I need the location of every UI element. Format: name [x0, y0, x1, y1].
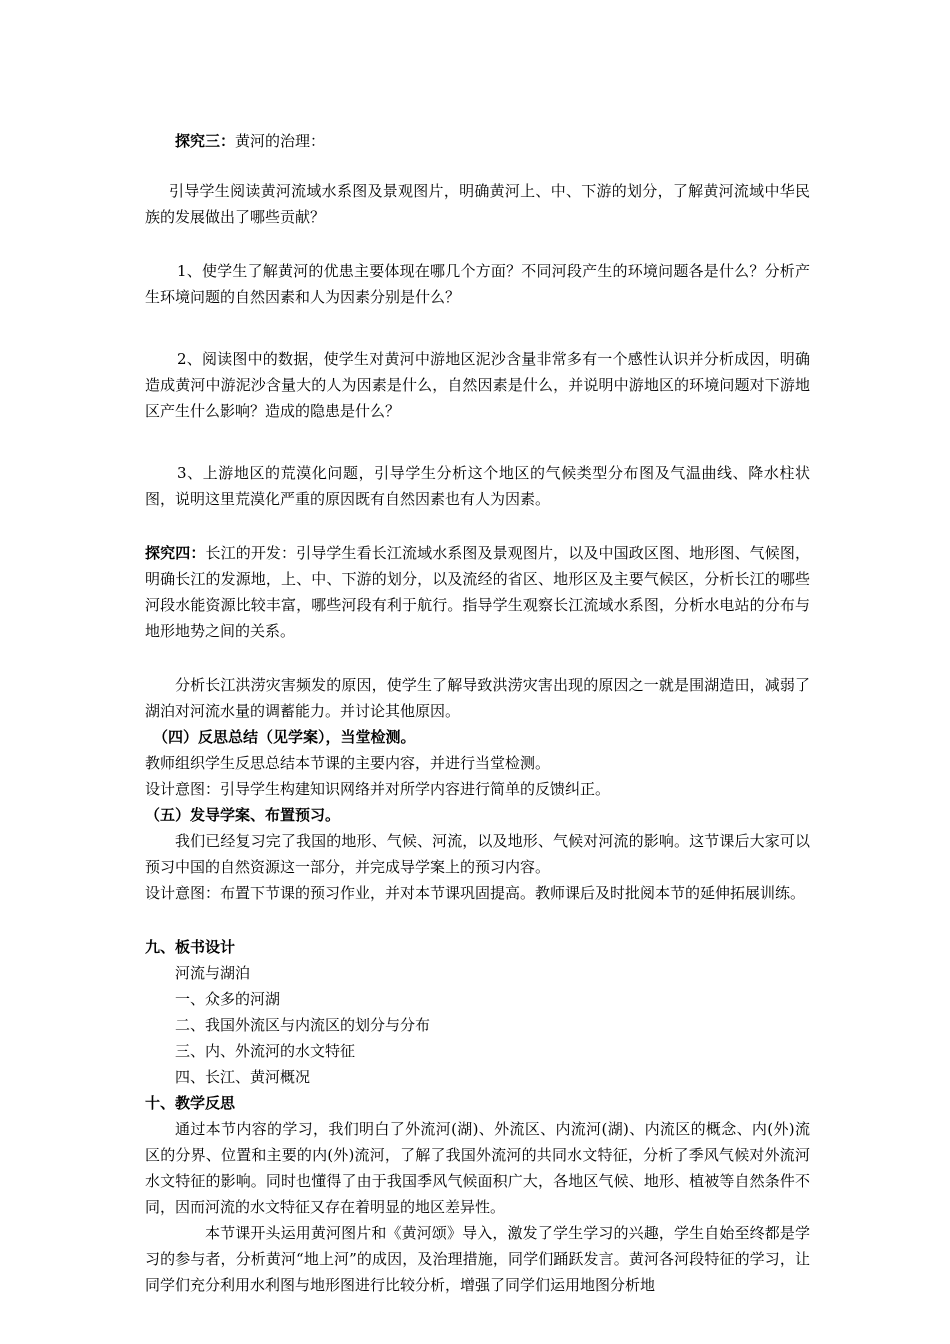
board-item: 二、我国外流区与内流区的划分与分布 [175, 1016, 431, 1034]
explore3-item-1: 1、使学生了解黄河的优患主要体现在哪几个方面？不同河段产生的环境问题各是什么？分析产生环境问题的自然因素和人为因素分别是什么？ [145, 262, 810, 306]
explore4-flood: 分析长江洪涝灾害频发的原因，使学生了解导致洪涝灾害出现的原因之一就是围湖造田，减弱了湖泊对河流水量的调蓄能力。并讨论其他原因。 [145, 676, 810, 720]
explore3-heading [145, 128, 810, 154]
reflection-heading: 十、教学反思 [145, 1094, 236, 1112]
document-body [145, 128, 810, 1298]
board-item: 三、内、外流河的水文特征 [175, 1042, 356, 1060]
explore4-text: 长江的开发：引导学生看长江流域水系图及景观图片，以及中国政区图、地形图、气候图，明确长江的发源地，上、中、下游的划分，以及流经的省区、地形区及主要气候区，分析长江的哪些河段水能资源比较丰富，哪些河段有利于航行。指导学生观察长江流域水系图，分析水电站的分布与地形地势之间的关系。 [145, 544, 810, 640]
explore3-item-3: 3、上游地区的荒漠化问题，引导学生分析这个地区的气候类型分布图及气温曲线、降水柱状图，说明这里荒漠化严重的原因既有自然因素也有人为因素。 [145, 464, 810, 508]
reflection-para-2: 本节课开头运用黄河图片和《黄河颂》导入，激发了学生学习的兴趣，学生自始至终都是学习的参与者，分析黄河“地上河”的成因，及治理措施，同学们踊跃发言。黄河各河段特征的学习，让同学们充分利用水利图与地形图进行比较分析，增强了同学们运用地图分析地 [145, 1224, 810, 1294]
section5-line-1: 我们已经复习完了我国的地形、气候、河流，以及地形、气候对河流的影响。这节课后大家可以预习中国的自然资源这一部分，并完成导学案上的预习内容。 [145, 832, 810, 876]
explore3-item-2: 2、阅读图中的数据，使学生对黄河中游地区泥沙含量非常多有一个感性认识并分析成因，明确造成黄河中游泥沙含量大的人为因素是什么，自然因素是什么，并说明中游地区的环境问题对下游地区产生什么影响？造成的隐患是什么？ [145, 350, 810, 420]
board-heading: 九、板书设计 [145, 938, 236, 956]
explore3-heading-text: 黄河的治理： [235, 132, 326, 150]
explore4-heading-label: 探究四： [145, 544, 206, 562]
section4-line-1: 教师组织学生反思总结本节课的主要内容，并进行当堂检测。 [145, 754, 551, 772]
reflection-para-1: 通过本节内容的学习，我们明白了外流河(湖)、外流区、内流河(湖)、内流区的概念、内(外)流区的分界、位置和主要的内(外)流河，了解了我国外流河的共同水文特征，分析了季风气候对外流河水文特征的影响。同时也懂得了由于我国季风气候面积广大，各地区气候、地形、植被等自然条件不同，因而河流的水文特征又存在着明显的地区差异性。 [145, 1120, 810, 1216]
explore3-heading-label: 探究三： [175, 132, 236, 150]
section5-line-2: 设计意图：布置下节课的预习作业，并对本节课巩固提高。教师课后及时批阅本节的延伸拓展训练。 [145, 884, 806, 902]
explore4-paragraph [145, 540, 810, 644]
board-item: 一、众多的河湖 [175, 990, 281, 1008]
section5-heading: （五）发导学案、布置预习。 [145, 806, 341, 824]
explore3-intro: 引导学生阅读黄河流域水系图及景观图片，明确黄河上、中、下游的划分，了解黄河流域中华民族的发展做出了哪些贡献？ [145, 182, 810, 226]
section4-line-2: 设计意图：引导学生构建知识网络并对所学内容进行简单的反馈纠正。 [145, 780, 611, 798]
board-item: 四、长江、黄河概况 [175, 1068, 311, 1086]
board-item: 河流与湖泊 [175, 964, 251, 982]
section4-heading: （四）反思总结（见学案），当堂检测。 [153, 728, 416, 746]
